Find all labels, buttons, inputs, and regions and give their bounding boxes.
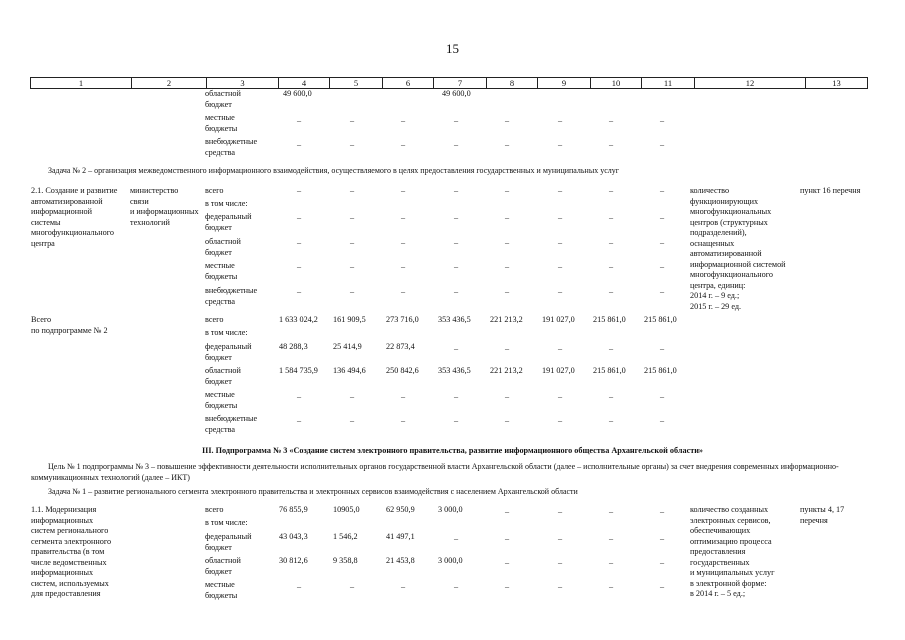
cell-dash: –: [505, 558, 510, 567]
col-header: 4: [279, 78, 330, 88]
item-1-1-reference: пункты 4, 17 перечня: [800, 505, 845, 525]
row-label: местные бюджеты: [205, 390, 238, 410]
row-label: федеральный бюджет: [205, 212, 252, 232]
cell-dash: –: [350, 140, 355, 149]
cell-dash: –: [401, 582, 406, 591]
cell-dash: –: [660, 140, 665, 149]
cell-dash: –: [660, 507, 665, 516]
cell-value: 215 861,0: [593, 366, 626, 375]
col-header: 3: [207, 78, 279, 88]
col-header: 7: [434, 78, 487, 88]
cell-dash: –: [660, 186, 665, 195]
cell-value: 25 414,9: [333, 342, 362, 351]
cell-value: 191 027,0: [542, 366, 575, 375]
item-1-1-title: 1.1. Модернизация информационных систем регионального сегмента электронного правительства (в том числе ведомственных информационных систем, используемых для предоставления: [31, 505, 112, 598]
cell-dash: –: [350, 416, 355, 425]
cell-value: 250 842,6: [386, 366, 419, 375]
cell-dash: –: [558, 186, 563, 195]
cell-dash: –: [558, 558, 563, 567]
cell-value: 22 873,4: [386, 342, 415, 351]
cell-dash: –: [609, 558, 614, 567]
cell-dash: –: [297, 213, 302, 222]
row-label: федеральный бюджет: [205, 532, 252, 552]
cell-dash: –: [660, 416, 665, 425]
cell-dash: –: [609, 238, 614, 247]
cell-dash: –: [558, 392, 563, 401]
cell-dash: –: [609, 287, 614, 296]
row-label: федеральный бюджет: [205, 342, 252, 362]
page-number: 15: [446, 41, 459, 56]
cell-dash: –: [505, 582, 510, 591]
row-label: областной бюджет: [205, 237, 241, 257]
cell-dash: –: [297, 140, 302, 149]
cell-dash: –: [609, 392, 614, 401]
cell-value: 43 043,3: [279, 532, 308, 541]
cell-value: 21 453,8: [386, 556, 415, 565]
cell-dash: –: [660, 582, 665, 591]
row-label: областной бюджет: [205, 556, 241, 576]
cell-value: 353 436,5: [438, 366, 471, 375]
cell-dash: –: [454, 238, 459, 247]
row-label: всего: [205, 315, 224, 324]
item-2-1-indicator: количество функционирующих многофункциональных центров (структурных подразделений), оснащенных автоматизированной информационной системой многофункционального центра, единиц: 2014 г. – 9 ед.; 2015 г. – 29 ед.: [690, 186, 786, 311]
row-label: в том числе:: [205, 518, 248, 527]
cell-dash: –: [505, 262, 510, 271]
cell-dash: –: [350, 238, 355, 247]
item-2-1-title: 2.1. Создание и развитие автоматизированной информационной системы многофункционального центра: [31, 186, 118, 248]
cell-dash: –: [505, 416, 510, 425]
cell-dash: –: [660, 116, 665, 125]
cell-value: 353 436,5: [438, 315, 471, 324]
cell-dash: –: [609, 416, 614, 425]
row-label: местные бюджеты: [205, 580, 238, 600]
cell-value: 191 027,0: [542, 315, 575, 324]
goal-1-text: Цель № 1 подпрограммы № 3 – повышение эффективности деятельности исполнительных органов государственной власти Архангельской области (далее – исполнительные органы) за счет внедрения современных информационно-коммуникационных технологий (далее – ИКТ): [31, 462, 839, 482]
cell-dash: –: [660, 392, 665, 401]
cell-value: 49 600,0: [283, 89, 312, 98]
cell-value: 62 950,9: [386, 505, 415, 514]
table-header-row: [30, 77, 868, 89]
cell-dash: –: [505, 392, 510, 401]
cell-dash: –: [401, 238, 406, 247]
cell-dash: –: [558, 213, 563, 222]
cell-dash: –: [609, 344, 614, 353]
cell-dash: –: [505, 507, 510, 516]
cell-dash: –: [660, 558, 665, 567]
cell-value: 3 000,0: [438, 556, 463, 565]
cell-value: 48 288,3: [279, 342, 308, 351]
cell-dash: –: [660, 238, 665, 247]
cell-dash: –: [297, 392, 302, 401]
cell-dash: –: [297, 416, 302, 425]
cell-value: 221 213,2: [490, 366, 523, 375]
cell-value: 161 909,5: [333, 315, 366, 324]
cell-value: 1 633 024,2: [279, 315, 318, 324]
row-label: внебюджетные средства: [205, 414, 258, 434]
cell-value: 221 213,2: [490, 315, 523, 324]
row-label-extrabudget: внебюджетные средства: [205, 137, 258, 157]
cell-value: 136 494,6: [333, 366, 366, 375]
cell-dash: –: [609, 534, 614, 543]
cell-dash: –: [660, 262, 665, 271]
cell-value: 76 855,9: [279, 505, 308, 514]
cell-value: 1 546,2: [333, 532, 358, 541]
cell-dash: –: [505, 186, 510, 195]
cell-dash: –: [350, 582, 355, 591]
cell-dash: –: [558, 262, 563, 271]
cell-dash: –: [350, 116, 355, 125]
item-2-1-reference: пункт 16 перечня: [800, 186, 861, 195]
total-subprogram-2-title: Всего по подпрограмме № 2: [31, 315, 108, 335]
cell-dash: –: [558, 416, 563, 425]
cell-dash: –: [401, 392, 406, 401]
cell-dash: –: [454, 116, 459, 125]
cell-value: 41 497,1: [386, 532, 415, 541]
cell-dash: –: [454, 344, 459, 353]
cell-dash: –: [401, 287, 406, 296]
cell-dash: –: [454, 582, 459, 591]
cell-dash: –: [350, 186, 355, 195]
cell-dash: –: [660, 344, 665, 353]
item-2-1-executor: министерство связи и информационных технологий: [130, 186, 199, 227]
cell-dash: –: [401, 186, 406, 195]
cell-dash: –: [350, 262, 355, 271]
cell-dash: –: [660, 534, 665, 543]
cell-dash: –: [505, 344, 510, 353]
col-header: 6: [383, 78, 434, 88]
row-label: всего: [205, 505, 224, 514]
col-header: 12: [695, 78, 806, 88]
cell-dash: –: [660, 287, 665, 296]
cell-value: 273 716,0: [386, 315, 419, 324]
col-header: 10: [591, 78, 642, 88]
cell-value: 1 584 735,9: [279, 366, 318, 375]
cell-dash: –: [350, 392, 355, 401]
col-header: 1: [31, 78, 132, 88]
col-header: 9: [538, 78, 591, 88]
cell-value: 10905,0: [333, 505, 360, 514]
row-label: областной бюджет: [205, 366, 241, 386]
cell-dash: –: [297, 582, 302, 591]
cell-value: 30 812,6: [279, 556, 308, 565]
cell-dash: –: [454, 416, 459, 425]
cell-dash: –: [505, 213, 510, 222]
cell-dash: –: [558, 238, 563, 247]
cell-dash: –: [454, 262, 459, 271]
cell-dash: –: [609, 186, 614, 195]
cell-value: 3 000,0: [438, 505, 463, 514]
row-label-regional-budget: областной бюджет: [205, 89, 241, 109]
cell-dash: –: [505, 140, 510, 149]
cell-dash: –: [558, 582, 563, 591]
cell-dash: –: [401, 116, 406, 125]
cell-dash: –: [505, 116, 510, 125]
cell-dash: –: [454, 392, 459, 401]
cell-dash: –: [609, 213, 614, 222]
cell-value: 215 861,0: [644, 315, 677, 324]
cell-dash: –: [401, 213, 406, 222]
cell-dash: –: [454, 287, 459, 296]
item-1-1-indicator: количество созданных электронных сервисов, обеспечивающих оптимизацию процесса предоставления государственных и муниципальных услуг в электронной форме: в 2014 г. – 5 ед.;: [690, 505, 775, 598]
row-label: внебюджетные средства: [205, 286, 258, 306]
row-label: в том числе:: [205, 199, 248, 208]
cell-dash: –: [558, 287, 563, 296]
cell-dash: –: [505, 534, 510, 543]
cell-dash: –: [609, 116, 614, 125]
cell-value: 215 861,0: [644, 366, 677, 375]
cell-dash: –: [558, 507, 563, 516]
cell-dash: –: [609, 507, 614, 516]
cell-dash: –: [401, 140, 406, 149]
cell-dash: –: [401, 416, 406, 425]
cell-dash: –: [505, 238, 510, 247]
cell-dash: –: [558, 116, 563, 125]
cell-dash: –: [297, 238, 302, 247]
cell-dash: –: [609, 140, 614, 149]
row-label-local-budgets: местные бюджеты: [205, 113, 238, 133]
cell-dash: –: [350, 213, 355, 222]
cell-dash: –: [558, 534, 563, 543]
cell-dash: –: [297, 116, 302, 125]
col-header: 2: [132, 78, 207, 88]
cell-dash: –: [660, 213, 665, 222]
cell-dash: –: [297, 262, 302, 271]
cell-dash: –: [558, 344, 563, 353]
cell-dash: –: [558, 140, 563, 149]
cell-dash: –: [454, 186, 459, 195]
cell-dash: –: [401, 262, 406, 271]
col-header: 13: [832, 78, 841, 88]
row-label: всего: [205, 186, 224, 195]
task-1-heading: Задача № 1 – развитие регионального сегмента электронного правительства и электронных сервисов взаимодействия с населением Архангельской области: [48, 487, 578, 496]
cell-value: 215 861,0: [593, 315, 626, 324]
task-2-heading: Задача № 2 – организация межведомственного информационного взаимодействия, осуществляемого в целях предоставления государственных и муниципальных услуг: [48, 166, 620, 175]
subprogram-3-title: III. Подпрограмма № 3 «Создание систем электронного правительства, развитие информационного общества Архангельской области»: [201, 446, 704, 455]
row-label: местные бюджеты: [205, 261, 238, 281]
cell-dash: –: [454, 140, 459, 149]
col-header: 8: [487, 78, 538, 88]
cell-dash: –: [454, 213, 459, 222]
cell-value: 9 358,8: [333, 556, 358, 565]
row-label: в том числе:: [205, 328, 248, 337]
cell-dash: –: [350, 287, 355, 296]
cell-value: 49 600,0: [442, 89, 471, 98]
cell-dash: –: [609, 262, 614, 271]
col-header: 11: [642, 78, 695, 88]
cell-dash: –: [297, 186, 302, 195]
cell-dash: –: [505, 287, 510, 296]
cell-dash: –: [297, 287, 302, 296]
col-header: 5: [330, 78, 383, 88]
cell-dash: –: [454, 534, 459, 543]
cell-dash: –: [609, 582, 614, 591]
